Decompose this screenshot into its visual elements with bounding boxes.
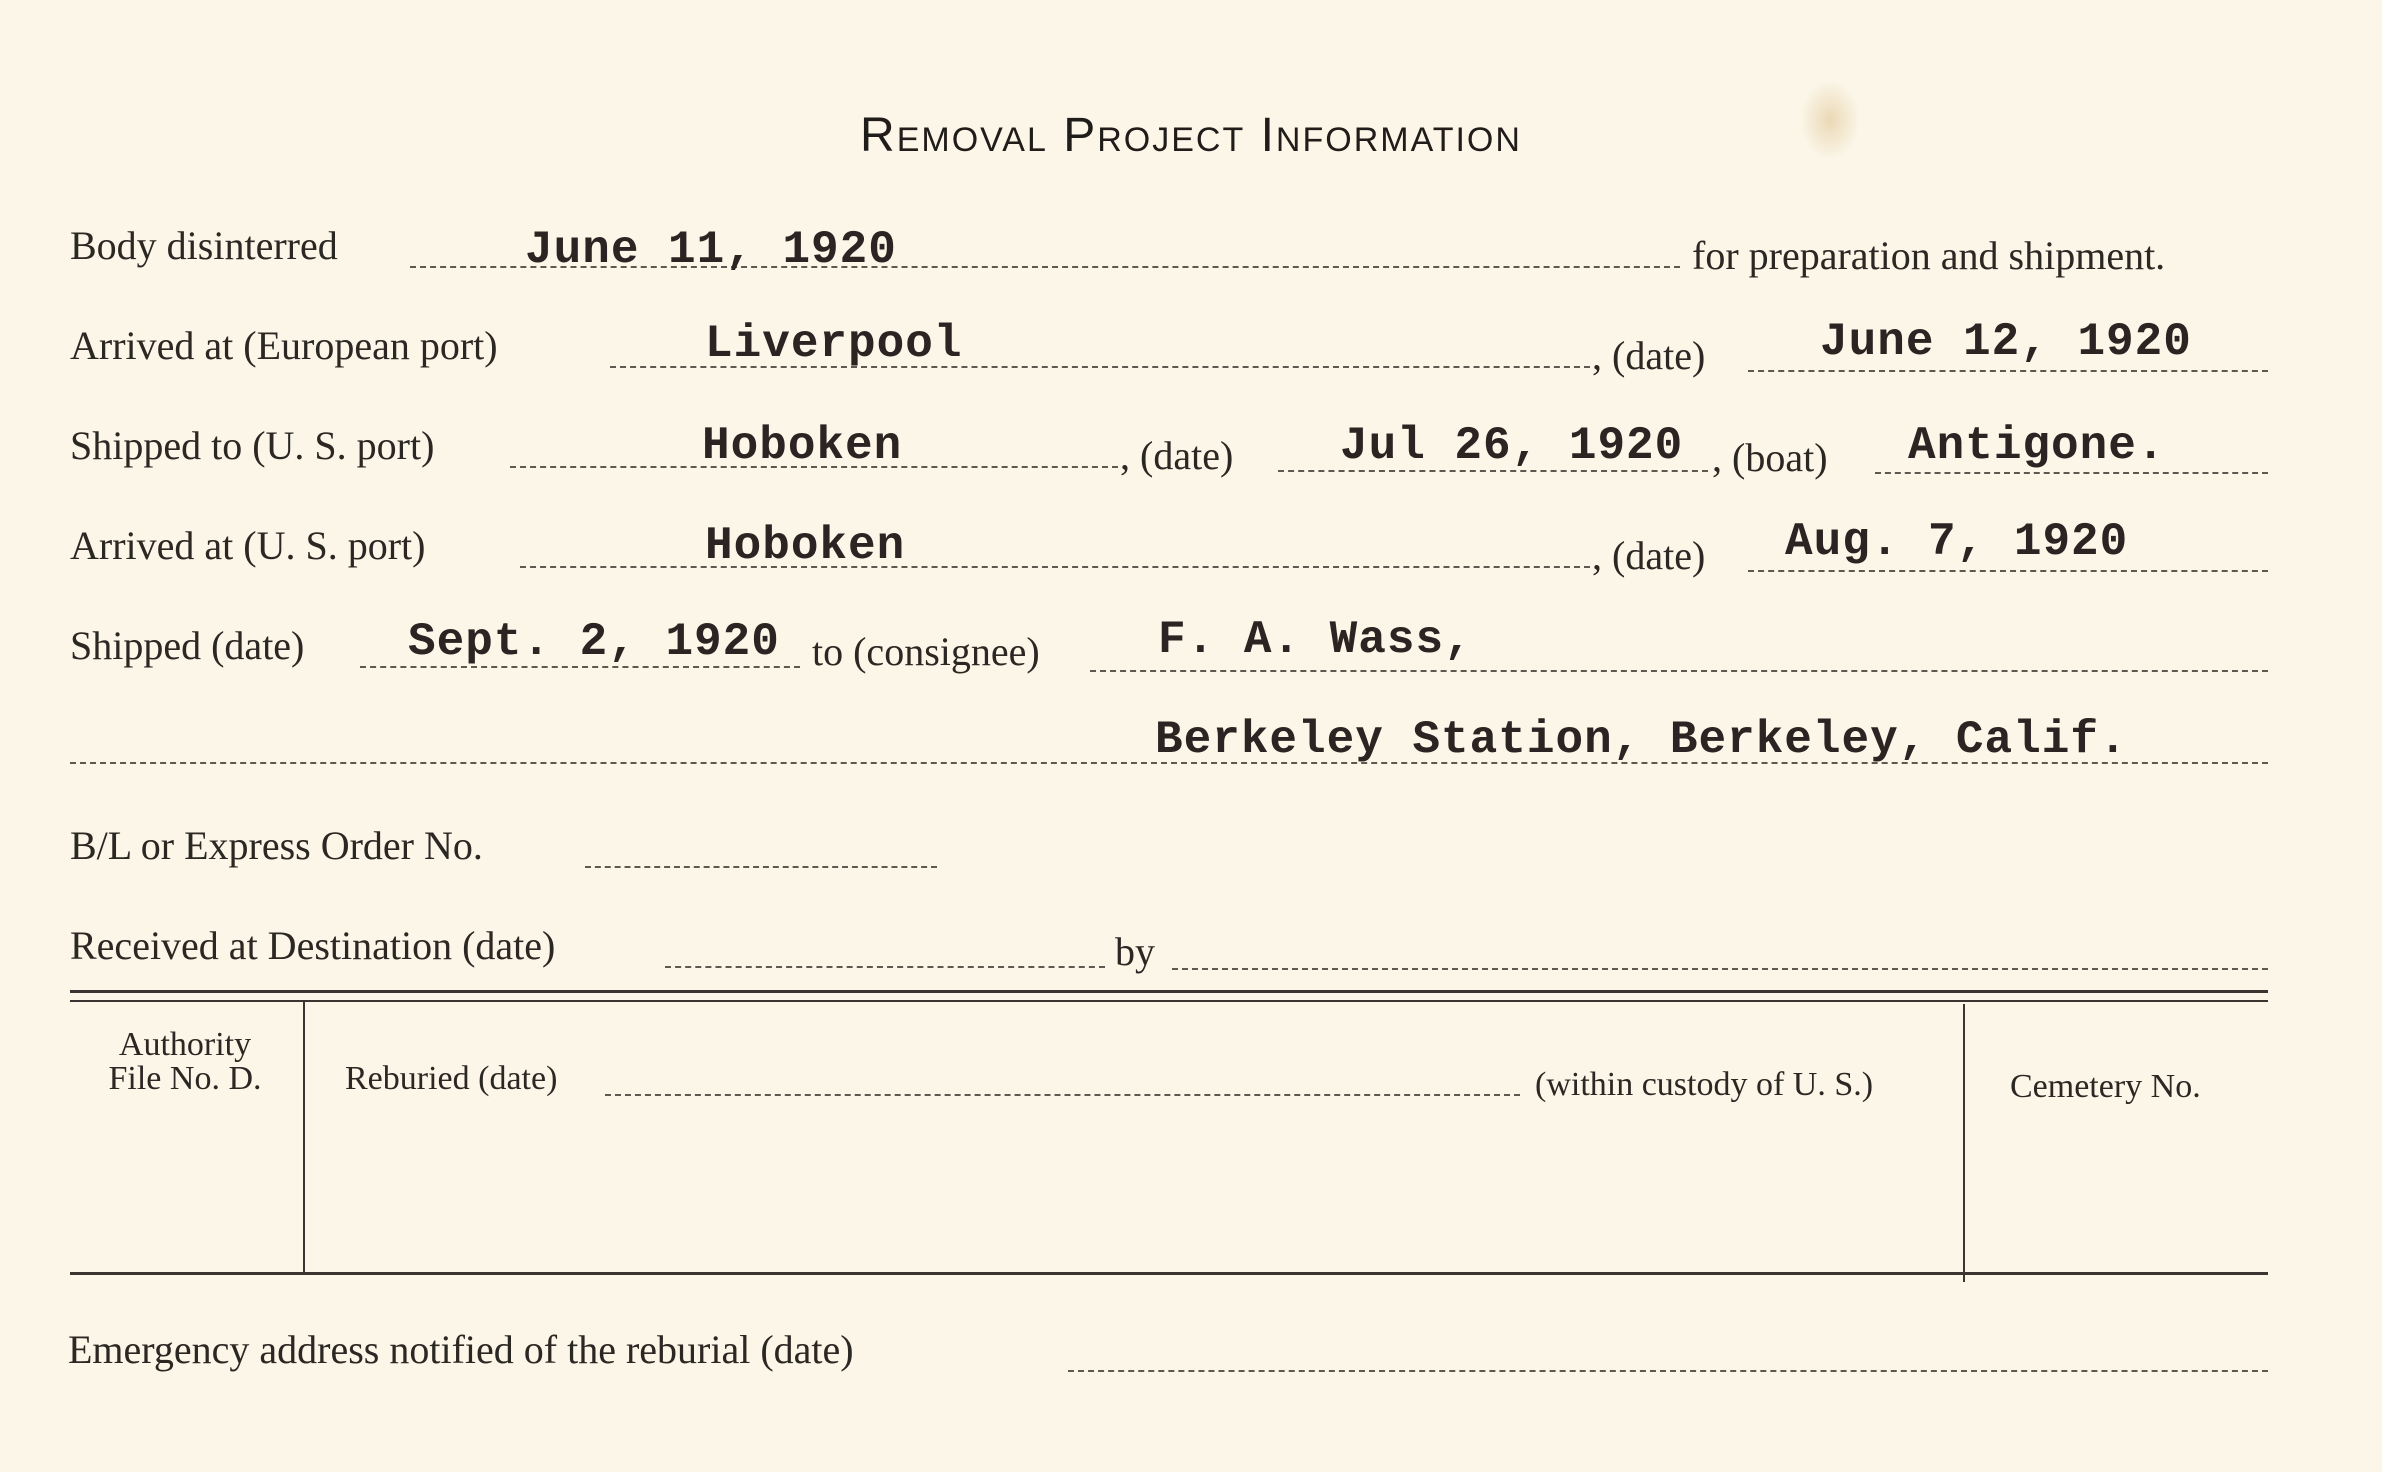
received-date-line	[665, 966, 1105, 968]
table-bottom-rule	[70, 1272, 2268, 1275]
arrived-us-date-label: , (date)	[1592, 533, 1706, 578]
received-by-label: by	[1115, 929, 1155, 974]
shipped-us-port: Hoboken	[702, 420, 903, 472]
disinterred-suffix: for preparation and shipment.	[1692, 233, 2166, 278]
authority-label: Authority	[118, 1026, 252, 1063]
boat-value: Antigone.	[1908, 420, 2166, 472]
received-label: Received at Destination (date)	[70, 923, 556, 968]
received-by-line	[1172, 968, 2268, 970]
bl-line	[585, 866, 937, 868]
arrived-us-date: Aug. 7, 1920	[1785, 516, 2129, 568]
european-date-line	[1748, 370, 2268, 372]
boat-label: , (boat)	[1712, 435, 1828, 480]
shipped-us-date: Jul 26, 1920	[1340, 420, 1684, 472]
disinterred-date: June 11, 1920	[525, 224, 897, 276]
consignee-name: F. A. Wass,	[1158, 614, 1473, 666]
boat-line	[1875, 472, 2268, 474]
custody-label: (within custody of U. S.)	[1535, 1066, 1874, 1103]
arrived-us-port: Hoboken	[705, 520, 906, 572]
european-port-value: Liverpool	[705, 318, 963, 370]
file-no-label: File No. D.	[108, 1060, 262, 1097]
consignee-line	[1090, 670, 2268, 672]
european-date-label: , (date)	[1592, 333, 1706, 378]
arrived-us-label: Arrived at (U. S. port)	[70, 523, 426, 568]
arrived-us-date-line	[1748, 570, 2268, 572]
shipped-us-date-label: , (date)	[1120, 433, 1234, 478]
shipped-date-label: Shipped (date)	[70, 623, 305, 668]
consignee-address: Berkeley Station, Berkeley, Calif.	[1155, 714, 2128, 766]
card-title: Removal Project Information	[860, 109, 1522, 162]
european-date-value: June 12, 1920	[1820, 316, 2192, 368]
arrived-us-line	[520, 566, 1590, 568]
table-divider-left	[303, 1002, 305, 1272]
reburied-label: Reburied (date)	[345, 1060, 558, 1097]
consignee-label: to (consignee)	[812, 629, 1040, 674]
reburied-line	[605, 1094, 1520, 1096]
table-divider-right	[1963, 1004, 1965, 1282]
bl-label: B/L or Express Order No.	[70, 823, 483, 868]
double-rule-top	[70, 990, 2268, 993]
european-port-label: Arrived at (European port)	[70, 323, 498, 368]
shipped-date-value: Sept. 2, 1920	[408, 616, 780, 668]
cemetery-label: Cemetery No.	[2010, 1068, 2201, 1105]
double-rule-bottom	[70, 1000, 2268, 1002]
shipped-us-label: Shipped to (U. S. port)	[70, 423, 435, 468]
emergency-label: Emergency address notified of the reburial (date)	[68, 1327, 854, 1372]
disinterred-label: Body disinterred	[70, 223, 338, 268]
emergency-line	[1068, 1370, 2268, 1372]
